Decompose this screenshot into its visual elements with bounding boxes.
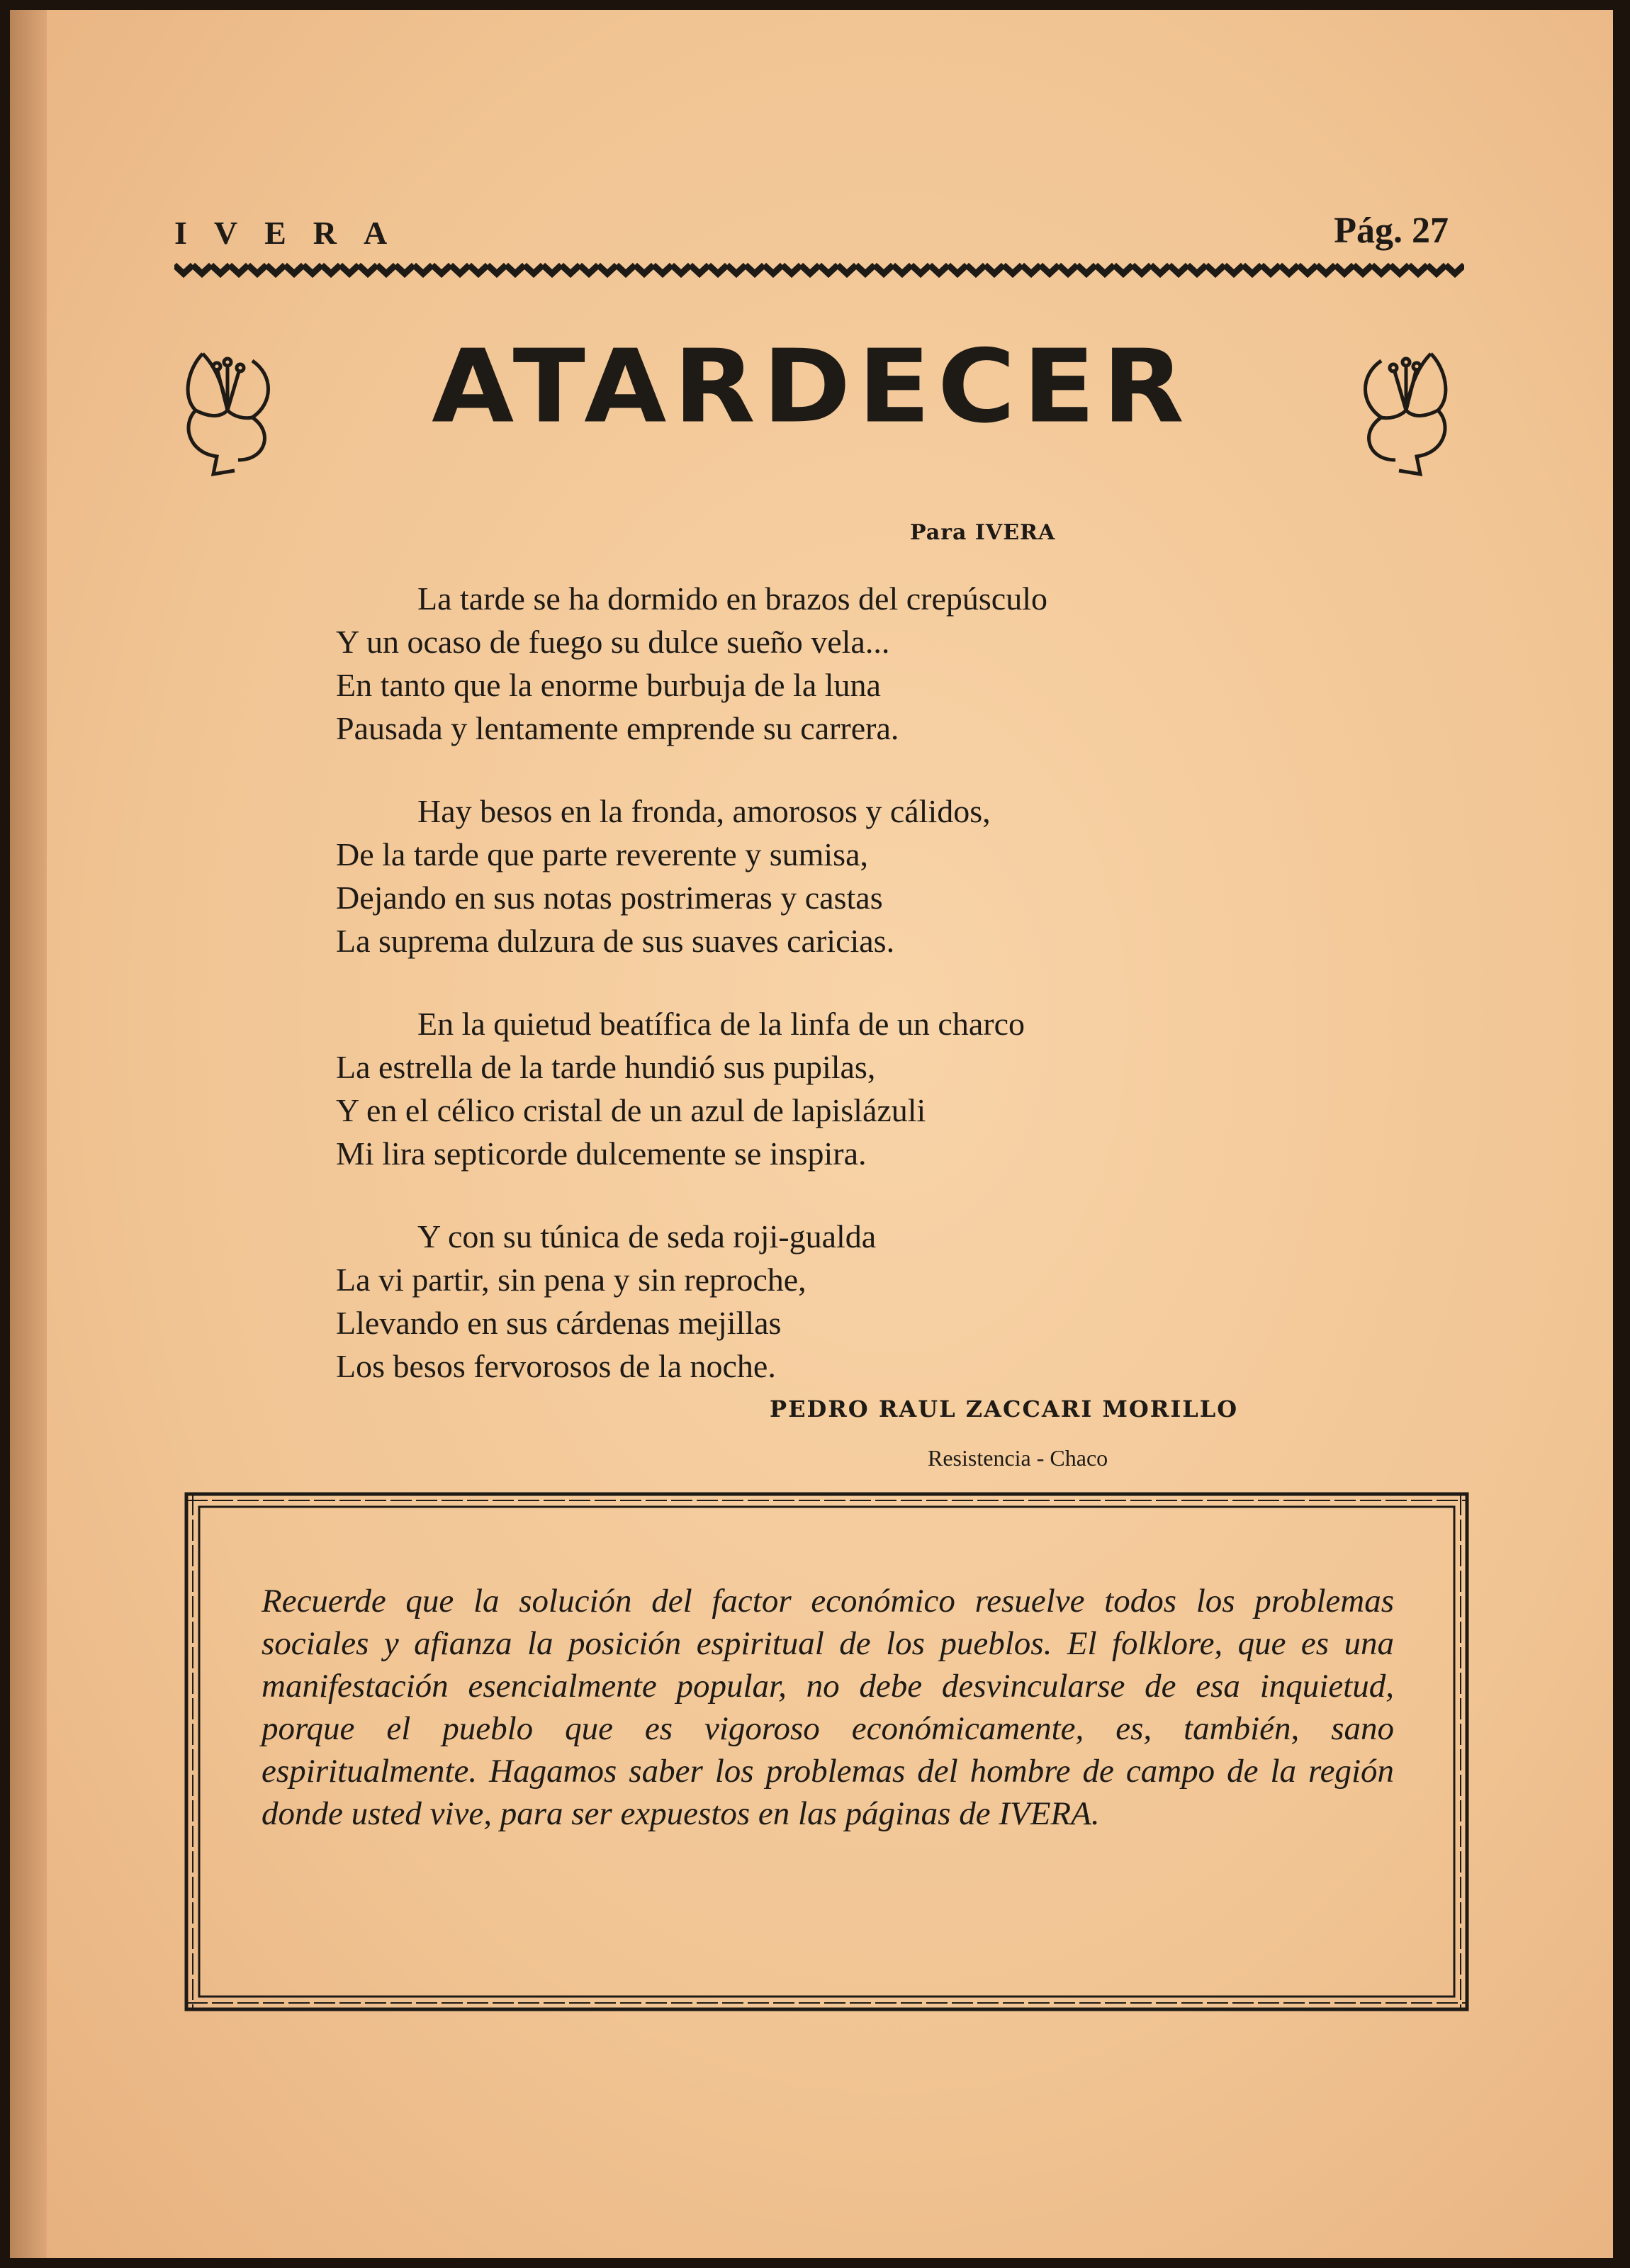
stanza <box>336 577 1047 750</box>
poem-line: Los besos fervorosos de la noche. <box>336 1348 776 1384</box>
poem-line: Pausada y lentamente emprende su carrera. <box>336 710 899 746</box>
poem-line: La vi partir, sin pena y sin reproche, <box>336 1262 806 1298</box>
poem-line: Hay besos en la fronda, amorosos y cálidos, <box>417 793 991 829</box>
poem-line: Y en el célico cristal de un azul de lapislázuli <box>336 1092 926 1128</box>
poem-line: La tarde se ha dormido en brazos del crepúsculo <box>417 580 1047 617</box>
notice-text: Recuerde que la solución del factor económico resuelve todos los problemas sociales y afianza la posición espiritual de los pueblos. El folklore, que es una manifestación esencialmente popular, no debe desvincularse de esa inquietud, porque el pueblo que es vigoroso económicamente, es, también, sano espiritualmente. Hagamos saber los problemas del hombre de campo de la región donde usted vive, para ser expuestos en las páginas de IVERA. <box>262 1583 1394 1832</box>
poem-line: De la tarde que parte reverente y sumisa, <box>336 836 868 872</box>
stanza <box>336 1002 1047 1175</box>
dedication: Para IVERA <box>910 520 1056 545</box>
zigzag-divider <box>174 259 1464 278</box>
poem-line: Dejando en sus notas postrimeras y castas <box>336 880 883 916</box>
magazine-name: IVERA <box>174 215 415 251</box>
lily-flower-icon <box>1353 339 1459 481</box>
poem-line: Llevando en sus cárdenas mejillas <box>336 1305 782 1341</box>
magazine-page <box>10 10 1613 2258</box>
poem-line: La suprema dulzura de sus suaves caricias. <box>336 923 895 959</box>
poem-line: Mi lira septicorde dulcemente se inspira. <box>336 1135 867 1172</box>
poem-title: ATARDECER <box>432 328 1191 446</box>
poem-line: En la quietud beatífica de la linfa de un charco <box>417 1006 1025 1042</box>
poem-line: La estrella de la tarde hundió sus pupilas, <box>336 1049 876 1085</box>
stanza <box>336 1215 1047 1388</box>
lily-flower-icon <box>174 339 281 481</box>
author-location: Resistencia - Chaco <box>928 1445 1108 1471</box>
poem-body <box>336 577 1047 1427</box>
stanza <box>336 790 1047 962</box>
author-name: PEDRO RAUL ZACCARI MORILLO <box>770 1396 1239 1422</box>
poem-line: Y un ocaso de fuego su dulce sueño vela... <box>336 624 890 660</box>
poem-line: Y con su túnica de seda roji-gualda <box>417 1218 877 1254</box>
poem-line: En tanto que la enorme burbuja de la luna <box>336 667 881 703</box>
page-number: Pág. 27 <box>1334 210 1449 251</box>
